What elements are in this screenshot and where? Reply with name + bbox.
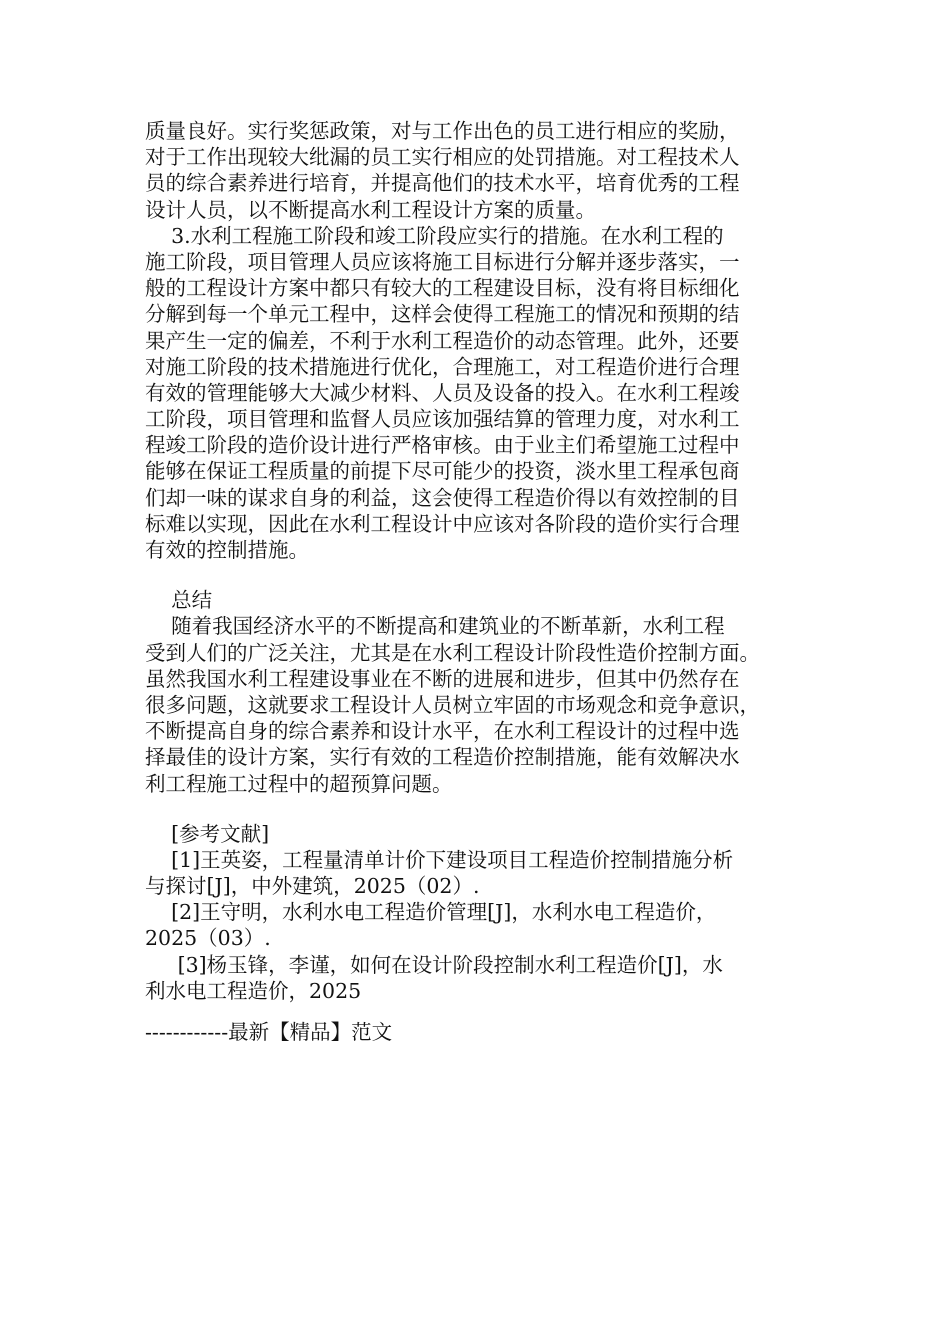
text-line: 质量良好。实行奖惩政策，对与工作出色的员工进行相应的奖励，: [145, 119, 740, 143]
section-conclusion: [145, 587, 810, 797]
section-heading: 总结: [145, 588, 213, 613]
text-line: 设计人员，以不断提高水利工程设计方案的质量。: [145, 197, 596, 222]
footer-tagline: ------------最新【精品】范文: [145, 1020, 393, 1044]
text-line: 择最佳的设计方案，实行有效的工程造价控制措施，能有效解决水: [145, 745, 740, 770]
spacer: [145, 797, 810, 821]
spacer: [145, 563, 810, 587]
text-line: 利工程施工过程中的超预算问题。: [145, 771, 453, 796]
reference-line: 2025（03）.: [145, 926, 271, 951]
text-line: 对于工作出现较大纰漏的员工实行相应的处罚措施。对工程技术人: [145, 145, 740, 170]
text-line: 3.水利工程施工阶段和竣工阶段应实行的措施。在水利工程的: [145, 223, 724, 248]
text-line: 有效的控制措施。: [145, 538, 309, 562]
text-line: 标难以实现，因此在水利工程设计中应该对各阶段的造价实行合理: [145, 511, 740, 536]
text-line: 般的工程设计方案中都只有较大的工程建设目标，没有将目标细化: [145, 276, 740, 301]
text-line: 对施工阶段的技术措施进行优化，合理施工，对工程造价进行合理: [145, 354, 740, 379]
paragraph-construction-stage: [145, 223, 810, 563]
text-line: 不断提高自身的综合素养和设计水平，在水利工程设计的过程中选: [145, 719, 740, 744]
text-line: 施工阶段，项目管理人员应该将施工目标进行分解并逐步落实，一: [145, 249, 740, 274]
reference-line: [1]王英姿，工程量清单计价下建设项目工程造价控制措施分析: [145, 847, 734, 872]
reference-line: [2]王守明，水利水电工程造价管理[J]，水利水电工程造价，: [145, 900, 717, 925]
text-line: 很多问题，这就要求工程设计人员树立牢固的市场观念和竞争意识，: [145, 692, 760, 717]
text-line: 们却一味的谋求自身的利益，这会使得工程造价得以有效控制的目: [145, 485, 740, 510]
text-line: 虽然我国水利工程建设事业在不断的进展和进步，但其中仍然存在: [145, 666, 740, 691]
text-line: 受到人们的广泛关注，尤其是在水利工程设计阶段性造价控制方面。: [145, 640, 760, 665]
text-line: 果产生一定的偏差，不利于水利工程造价的动态管理。此外，还要: [145, 328, 740, 353]
text-line: 程竣工阶段的造价设计进行严格审核。由于业主们希望施工过程中: [145, 433, 740, 458]
document-body: [145, 118, 810, 1004]
text-line: 能够在保证工程质量的前提下尽可能少的投资，淡水里工程承包商: [145, 459, 740, 484]
text-line: 员的综合素养进行培育，并提高他们的技术水平，培育优秀的工程: [145, 171, 740, 196]
reference-line: [3]杨玉锋，李谨，如何在设计阶段控制水利工程造价[J]，水: [145, 952, 723, 977]
text-line: 工阶段，项目管理和监督人员应该加强结算的管理力度，对水利工: [145, 407, 740, 432]
paragraph-quality-management: [145, 118, 810, 223]
reference-line: 与探讨[J]，中外建筑，2025（02）.: [145, 874, 480, 899]
text-line: 分解到每一个单元工程中，这样会使得工程施工的情况和预期的结: [145, 302, 740, 327]
section-references: [145, 821, 810, 1004]
reference-line: 利水电工程造价，2025: [145, 978, 362, 1003]
text-line: 随着我国经济水平的不断提高和建筑业的不断革新，水利工程: [145, 614, 725, 639]
section-heading: [参考文献]: [145, 821, 270, 846]
text-line: 有效的管理能够大大减少材料、人员及设备的投入。在水利工程竣: [145, 380, 740, 405]
